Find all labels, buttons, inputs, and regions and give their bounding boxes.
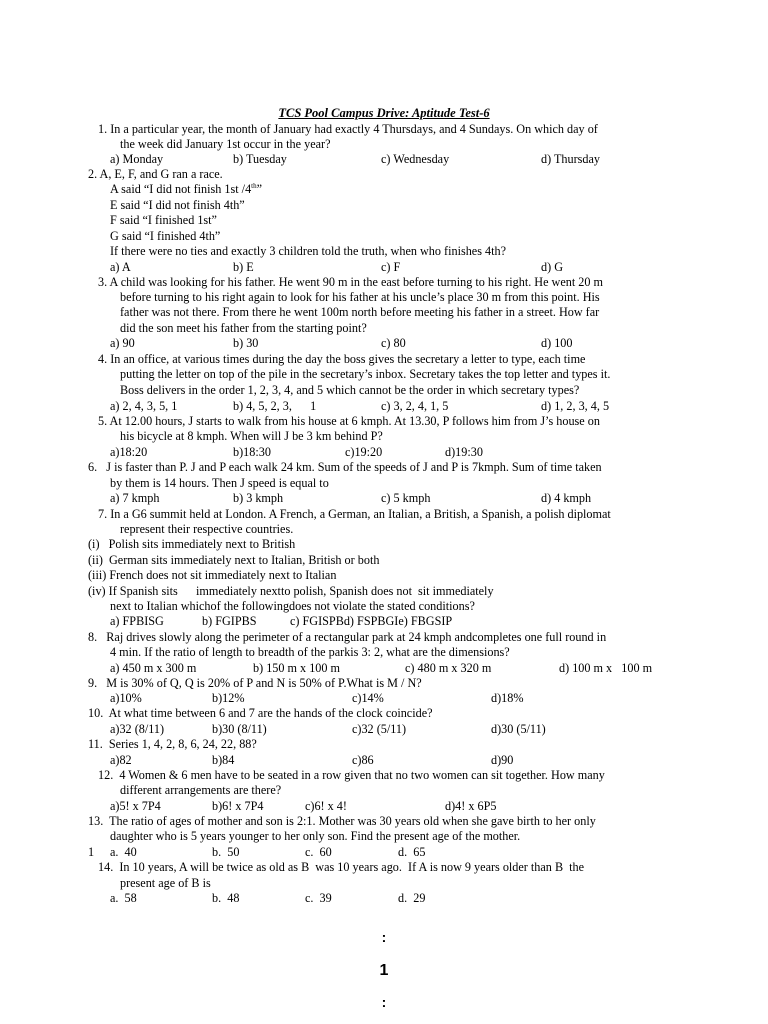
q2-statement-a: A said “I did not finish 1st /4th” (110, 182, 263, 196)
footer-colon-bottom: : (381, 994, 387, 1010)
q11-option-d: d)90 (491, 753, 514, 767)
q13-line-1: 13. The ratio of ages of mother and son is 2:1. Mother was 30 years old when she gave birth to her only (88, 814, 596, 828)
q1-option-c: c) Wednesday (381, 152, 450, 166)
q9-option-a: a)10% (110, 691, 142, 705)
q11-option-a: a)82 (110, 753, 132, 767)
q10-option-d: d)30 (5/11) (491, 722, 546, 736)
q10-line-1: 10. At what time between 6 and 7 are the hands of the clock coincide? (88, 706, 433, 720)
q10-option-a: a)32 (8/11) (110, 722, 165, 736)
q6-option-b: b) 3 kmph (233, 491, 284, 505)
q1-line-2: the week did January 1st occur in the year? (120, 137, 331, 151)
q7-condition-iii: (iii) French does not sit immediately next to Italian (88, 568, 337, 582)
q13-option-d: d. 65 (398, 845, 426, 859)
q14-option-d: d. 29 (398, 891, 426, 905)
q12-option-d: d)4! x 6P5 (445, 799, 497, 813)
q3-option-c: c) 80 (381, 336, 406, 350)
q11-option-b: b)84 (212, 753, 235, 767)
q9-option-b: b)12% (212, 691, 245, 705)
q2-option-c: c) F (381, 260, 401, 274)
q4-line-2: putting the letter on top of the pile in the secretary’s inbox. Secretary takes the top letter and types it. (120, 367, 611, 381)
q6-option-d: d) 4 kmph (541, 491, 592, 505)
q1-option-a: a) Monday (110, 152, 164, 166)
q7-option-a: a) FPBISG (110, 614, 164, 628)
q8-option-a: a) 450 m x 300 m (110, 661, 197, 675)
q2-line-6: If there were no ties and exactly 3 children told the truth, when who finishes 4th? (110, 244, 506, 258)
q1-option-d: d) Thursday (541, 152, 601, 166)
q5-option-c: c)19:20 (345, 445, 383, 459)
q6-line-2: by them is 14 hours. Then J speed is equal to (110, 476, 329, 490)
q7-option-b: b) FGIPBS (202, 614, 257, 628)
q3-option-b: b) 30 (233, 336, 259, 350)
q10-option-c: c)32 (5/11) (352, 722, 407, 736)
q11-option-c: c)86 (352, 753, 374, 767)
q8-line-1: 8. Raj drives slowly along the perimeter of a rectangular park at 24 kmph andcompletes one full round in (88, 630, 607, 644)
q14-option-b: b. 48 (212, 891, 240, 905)
q13-option-c: c. 60 (305, 845, 332, 859)
q14-option-c: c. 39 (305, 891, 332, 905)
q12-line-1: 12. 4 Women & 6 men have to be seated in a row given that no two women can sit together. How many (98, 768, 605, 782)
q8-option-d: d) 100 m x 100 m (559, 661, 653, 675)
q2-option-a: a) A (110, 260, 131, 274)
q6-option-c: c) 5 kmph (381, 491, 431, 505)
q4-option-c: c) 3, 2, 4, 1, 5 (381, 399, 449, 413)
q14-line-1: 14. In 10 years, A will be twice as old as B was 10 years ago. If A is now 9 years older than B the (98, 860, 585, 874)
q3-line-1: 3. A child was looking for his father. He went 90 m in the east before turning to his right. He went 20 m (98, 275, 604, 289)
q2-statement-g: G said “I finished 4th” (110, 229, 221, 243)
q5-option-d: d)19:30 (445, 445, 483, 459)
page-number: 1 (379, 962, 389, 979)
q7-condition-iv: (iv) If Spanish sits immediately nextto polish, Spanish does not sit immediately (88, 584, 494, 598)
q2-line-1: 2. A, E, F, and G ran a race. (88, 167, 223, 181)
q4-line-1: 4. In an office, at various times during the day the boss gives the secretary a letter to type, each time (98, 352, 586, 366)
q11-line-1: 11. Series 1, 4, 2, 8, 6, 24, 22, 88? (88, 737, 257, 751)
q9-option-d: d)18% (491, 691, 524, 705)
q2-statement-e: E said “I did not finish 4th” (110, 198, 245, 212)
page-title: TCS Pool Campus Drive: Aptitude Test-6 (278, 106, 490, 120)
q5-option-b: b)18:30 (233, 445, 271, 459)
q14-line-2: present age of B is (120, 876, 211, 890)
q7-option-c: c) FGISPBd) FSPBGIe) FBGSIP (290, 614, 453, 628)
q12-option-a: a)5! x 7P4 (110, 799, 161, 813)
q3-line-2: before turning to his right again to look for his father at his uncle’s place 30 m from this point. His (120, 290, 600, 304)
q13-list-number: 1 (88, 845, 95, 859)
q3-line-4: did the son meet his father from the starting point? (120, 321, 367, 335)
q2-option-d: d) G (541, 260, 564, 274)
q8-option-b: b) 150 m x 100 m (253, 661, 341, 675)
q6-line-1: 6. J is faster than P. J and P each walk 24 km. Sum of the speeds of J and P is 7kmph. Sum of time taken (88, 460, 602, 474)
q12-option-c: c)6! x 4! (305, 799, 347, 813)
q3-line-3: father was not there. From there he went 100m north before meeting his father in a street. How far (120, 305, 600, 319)
q12-option-b: b)6! x 7P4 (212, 799, 264, 813)
q3-option-d: d) 100 (541, 336, 573, 350)
q7-line-1: 7. In a G6 summit held at London. A French, a German, an Italian, a British, a Spanish, a polish diplomat (98, 507, 611, 521)
q7-condition-ii: (ii) German sits immediately next to Italian, British or both (88, 553, 380, 567)
q1-line-1: 1. In a particular year, the month of January had exactly 4 Thursdays, and 4 Sundays. On which day of (98, 122, 598, 136)
q4-option-d: d) 1, 2, 3, 4, 5 (541, 399, 610, 413)
q7-condition-i: (i) Polish sits immediately next to British (88, 537, 296, 551)
q8-option-c: c) 480 m x 320 m (405, 661, 492, 675)
q7-line-question: next to Italian whichof the followingdoes not violate the stated conditions? (110, 599, 475, 613)
q2-option-b: b) E (233, 260, 254, 274)
q4-option-b: b) 4, 5, 2, 3, 1 (233, 399, 317, 413)
q2-statement-f: F said “I finished 1st” (110, 213, 217, 227)
q1-option-b: b) Tuesday (233, 152, 287, 166)
footer-colon-top: : (381, 929, 387, 945)
q7-line-2: represent their respective countries. (120, 522, 294, 536)
q4-line-3: Boss delivers in the order 1, 2, 3, 4, and 5 which cannot be the order in which secretary types? (120, 383, 580, 397)
q5-line-2: his bicycle at 8 kmph. When will J be 3 km behind P? (120, 429, 383, 443)
q9-option-c: c)14% (352, 691, 384, 705)
q5-option-a: a)18:20 (110, 445, 148, 459)
q4-option-a: a) 2, 4, 3, 5, 1 (110, 399, 178, 413)
q9-line-1: 9. M is 30% of Q, Q is 20% of P and N is 50% of P.What is M / N? (88, 676, 422, 690)
q8-line-2: 4 min. If the ratio of length to breadth of the parkis 3: 2, what are the dimensions? (110, 645, 510, 659)
q13-line-2: daughter who is 5 years younger to her only son. Find the present age of the mother. (110, 829, 521, 843)
q3-option-a: a) 90 (110, 336, 135, 350)
q13-option-b: b. 50 (212, 845, 240, 859)
q10-option-b: b)30 (8/11) (212, 722, 267, 736)
q12-line-2: different arrangements are there? (120, 783, 282, 797)
q6-option-a: a) 7 kmph (110, 491, 160, 505)
q14-option-a: a. 58 (110, 891, 137, 905)
q13-option-a: a. 40 (110, 845, 137, 859)
q5-line-1: 5. At 12.00 hours, J starts to walk from his house at 6 kmph. At 13.30, P follows him from J’s house on (98, 414, 600, 428)
